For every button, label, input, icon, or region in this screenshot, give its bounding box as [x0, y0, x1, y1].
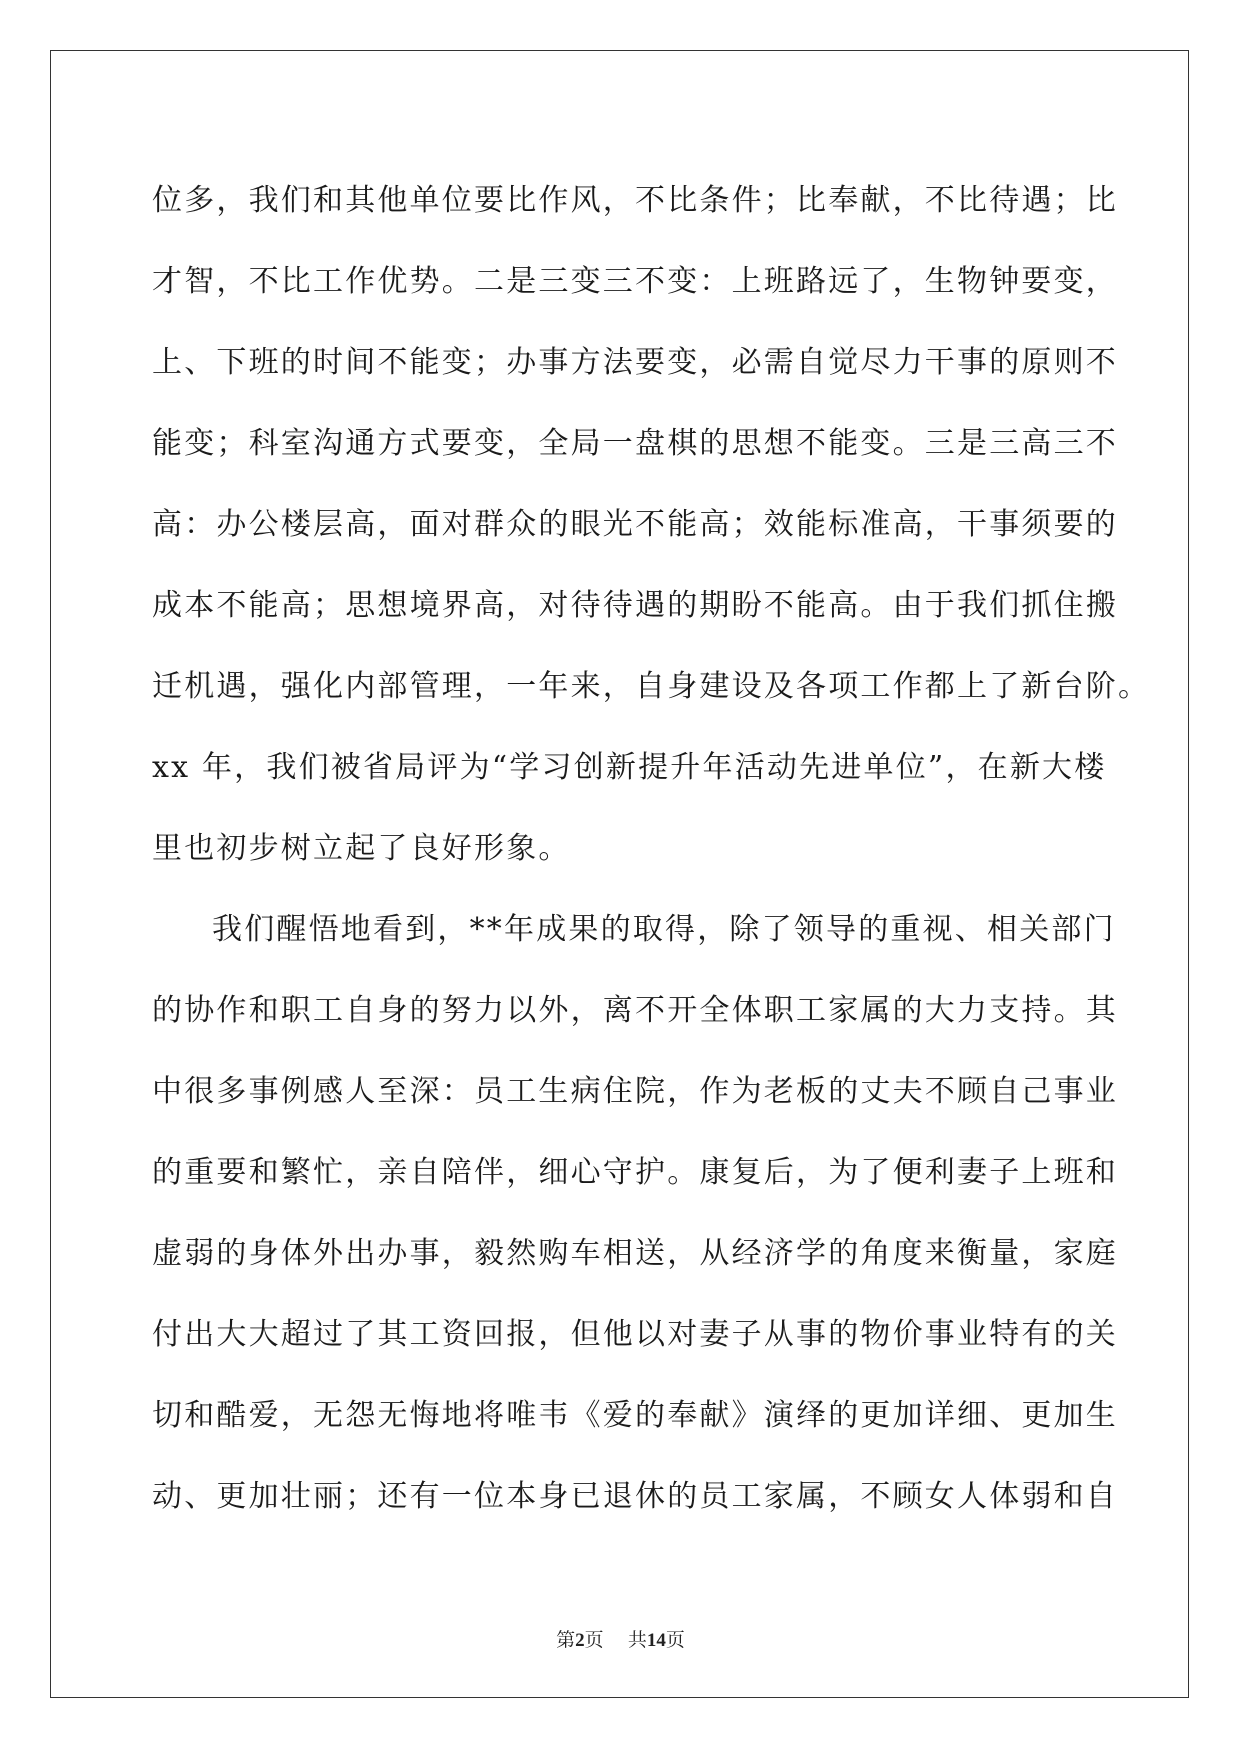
text-line-5: 高：办公楼层高，面对群众的眼光不能高；效能标准高，干事须要的	[152, 507, 1118, 542]
text-line-8: xx 年，我们被省局评为“学习创新提升年活动先进单位”，在新大楼	[152, 750, 1107, 785]
text-line-3: 上、下班的时间不能变；办事方法要变，必需自觉尽力干事的原则不	[152, 345, 1118, 380]
document-body	[152, 160, 1151, 1537]
total-prefix: 共	[627, 1629, 647, 1651]
text-line-13: 的重要和繁忙，亲自陪伴，细心守护。康复后，为了便利妻子上班和	[152, 1155, 1118, 1190]
text-line-17: 动、更加壮丽；还有一位本身已退休的员工家属，不顾女人体弱和自	[152, 1479, 1118, 1514]
text-line-15: 付出大大超过了其工资回报，但他以对妻子从事的物价事业特有的关	[152, 1317, 1118, 1352]
text-line-14: 虚弱的身体外出办事，毅然购车相送，从经济学的角度来衡量，家庭	[152, 1236, 1118, 1271]
text-line-12: 中很多事例感人至深：员工生病住院，作为老板的丈夫不顾自己事业	[152, 1074, 1118, 1109]
text-line-2: 才智，不比工作优势。二是三变三不变：上班路远了，生物钟要变，	[152, 264, 1118, 299]
page-footer	[0, 1628, 1241, 1653]
total-pages: 14	[646, 1630, 666, 1651]
page-prefix: 第	[556, 1629, 576, 1651]
text-line-1: 位多，我们和其他单位要比作风，不比条件；比奉献，不比待遇；比	[152, 183, 1118, 218]
text-line-16: 切和酷爱，无怨无悔地将唯韦《爱的奉献》演绎的更加详细、更加生	[152, 1398, 1118, 1433]
text-line-9: 里也初步树立起了良好形象。	[152, 831, 571, 866]
page-number: 2	[575, 1630, 585, 1651]
page-suffix: 页	[584, 1629, 604, 1651]
text-line-4: 能变；科室沟通方式要变，全局一盘棋的思想不能变。三是三高三不	[152, 426, 1118, 461]
text-line-11: 的协作和职工自身的努力以外，离不开全体职工家属的大力支持。其	[152, 993, 1118, 1028]
paragraph-start-line: 我们醒悟地看到，**年成果的取得，除了领导的重视、相关部门	[212, 912, 1116, 947]
text-line-6: 成本不能高；思想境界高，对待待遇的期盼不能高。由于我们抓住搬	[152, 588, 1118, 623]
text-line-7: 迁机遇，强化内部管理，一年来，自身建设及各项工作都上了新台阶。	[152, 669, 1151, 704]
total-suffix: 页	[665, 1629, 685, 1651]
